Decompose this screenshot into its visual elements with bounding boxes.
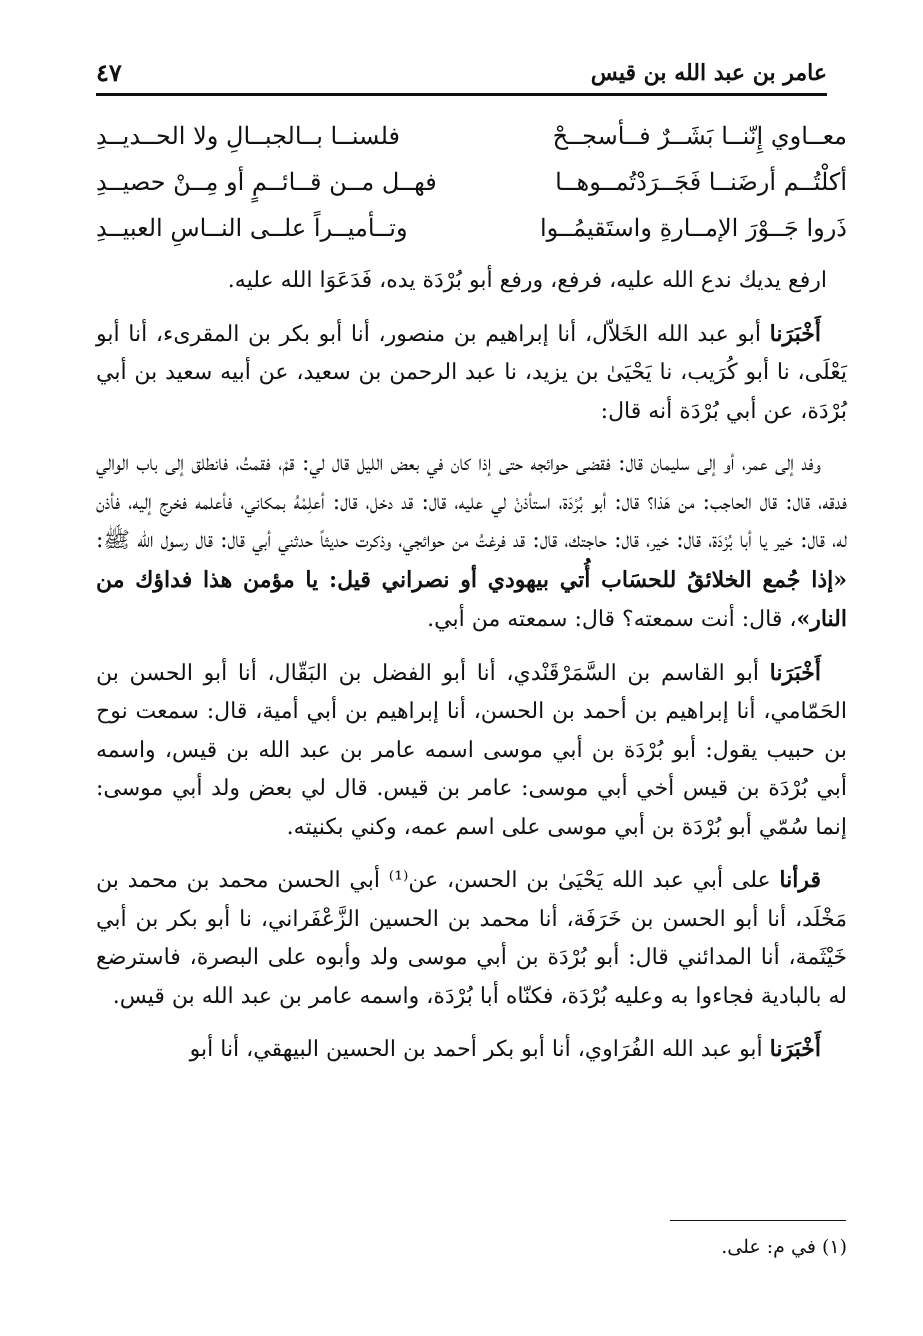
paragraph-text: على أبي عبد الله يَحْيَىٰ بن الحسن، عن⁽¹⁾ أبي الحسن محمد بن محمد بن مَخْلَد، أنا أبو الحسن بن خَرَفَة، أنا محمد بن الحسين الزَّعْفَراني، نا أبو بكر بن أبي خَيْثَمة، أنا المدائني قال: أبو بُرْدَة بن أبي موسى ولد وأبوه على البصرة، فاسترضع له بالبادية فجاءوا به وعليه بُرْدَة، فكنّاه أبا بُرْدَة، واسمه عامر بن عبد الله بن قيس. <box>96 868 847 1009</box>
verse-second-hemistich: وتــأميــراً علــى النــاسِ العبيــدِ <box>96 214 408 242</box>
running-title: عامر بن عبد الله بن قيس <box>590 60 827 86</box>
isnad-lead-word: أَخْبَرَنا <box>769 659 821 686</box>
paragraph <box>96 861 847 1016</box>
paragraph-text-end: ، قال: أنت سمعته؟ قال: سمعته من أبي. <box>427 607 797 632</box>
paragraph-text: أبو عبد الله الخَلاّل، أنا إبراهيم بن منصور، أنا أبو بكر بن المقرىء، أنا أبو يَعْلَى، نا أبو كُرَيب، نا يَحْيَىٰ بن يزيد، نا عبد الرحمن بن سعيد، عن أبيه سعيد بن أبي بُرْدَة، عن أبي بُرْدَة أنه قال: <box>96 321 847 424</box>
paragraph-text: أبو القاسم بن السَّمَرْقَنْدي، أنا أبو الفضل بن البَقّال، أنا أبو الحسن بن الحَمّامي، أنا إبراهيم بن أحمد بن الحسن، أنا إبراهيم بن أبي أمية، قال: سمعت نوح بن حبيب يقول: أبو بُرْدَة بن أبي موسى اسمه عامر بن عبد الله بن قيس، واسمه أبي بُرْدَة بن قيس أخي أبي موسى: عامر بن قيس. قال لي بعض ولد أبي موسى: إنما سُمّي أبو بُرْدَة بن أبي موسى على اسم عمه، وكني بكنيته. <box>96 660 847 840</box>
verse-first-hemistich: ذَروا جَــوْرَ الإمــارةِ واستَقيمُــوا <box>539 214 847 242</box>
isnad-lead-word: قرأنا <box>779 867 821 893</box>
paragraph-text: وفد إلى عمر، أو إلى سليمان قال: فقضى حوائجه حتى إذا كان في بعض الليل قال لي: قمْ، فقمتُ، فانطلق إلى باب الوالي فدقه، قال: قال الحاجب: من هَذا؟ قال: أبو بُرْدَة، استأذنْ لي عليه، قال: قد دخل، قال: أعلِمْهُ بمكاني، فأعلمه فخرج إليه، فأذن له، قال: خير يا أبا بُرْدَة، قال: خير، قال: حاجتك، قال: قد فرغتُ من حوائجي، وذكرت حديثاً حدثني أبي قال: قال رسول الله ﷺ: <box>96 451 847 553</box>
verse-second-hemistich: فلسنــا بــالجبــالِ ولا الحــديــدِ <box>96 122 400 150</box>
verse-first-hemistich: أكلْتُــم أرضَنــا فَجَــرَدْتُمــوهــا <box>555 168 847 196</box>
paragraph-text: ارفع يديك ندع الله عليه، فرفع، ورفع أبو بُرْدَة يده، فَدَعَوَا الله عليه. <box>227 268 827 293</box>
footnote-rule <box>670 1220 846 1221</box>
page-number: ٤٧ <box>96 58 122 87</box>
paragraph <box>96 262 847 301</box>
header-rule <box>96 93 827 96</box>
poem-verse <box>96 168 847 214</box>
verse-first-hemistich: معــاوي إِنّنــا بَشَــرٌ فــأسجــحْ <box>552 122 847 150</box>
page-header <box>96 52 827 92</box>
paragraph <box>96 654 847 848</box>
main-text <box>96 262 847 1084</box>
isnad-lead-word: أَخْبَرَنا <box>769 1036 821 1062</box>
isnad-lead-word: أَخْبَرَنا <box>769 320 821 347</box>
paragraph-text: أبو عبد الله الفُرَاوي، أنا أبو بكر أحمد بن الحسين البيهقي، أنا أبو <box>189 1037 770 1062</box>
poem <box>96 122 847 260</box>
verse-second-hemistich: فهــل مــن قــائــمٍ أو مِــنْ حصيــدِ <box>96 168 437 196</box>
poem-verse <box>96 122 847 168</box>
paragraph <box>96 445 847 640</box>
paragraph <box>96 315 847 432</box>
hadith-quote: «إذا جُمع الخلائقُ للحسَاب أُتي بيهودي أو نصراني قيل: يا مؤمن هذا فداؤك من النار» <box>96 566 847 632</box>
footnote: (١) في م: على. <box>721 1236 847 1258</box>
poem-verse <box>96 214 847 260</box>
paragraph <box>96 1030 847 1070</box>
